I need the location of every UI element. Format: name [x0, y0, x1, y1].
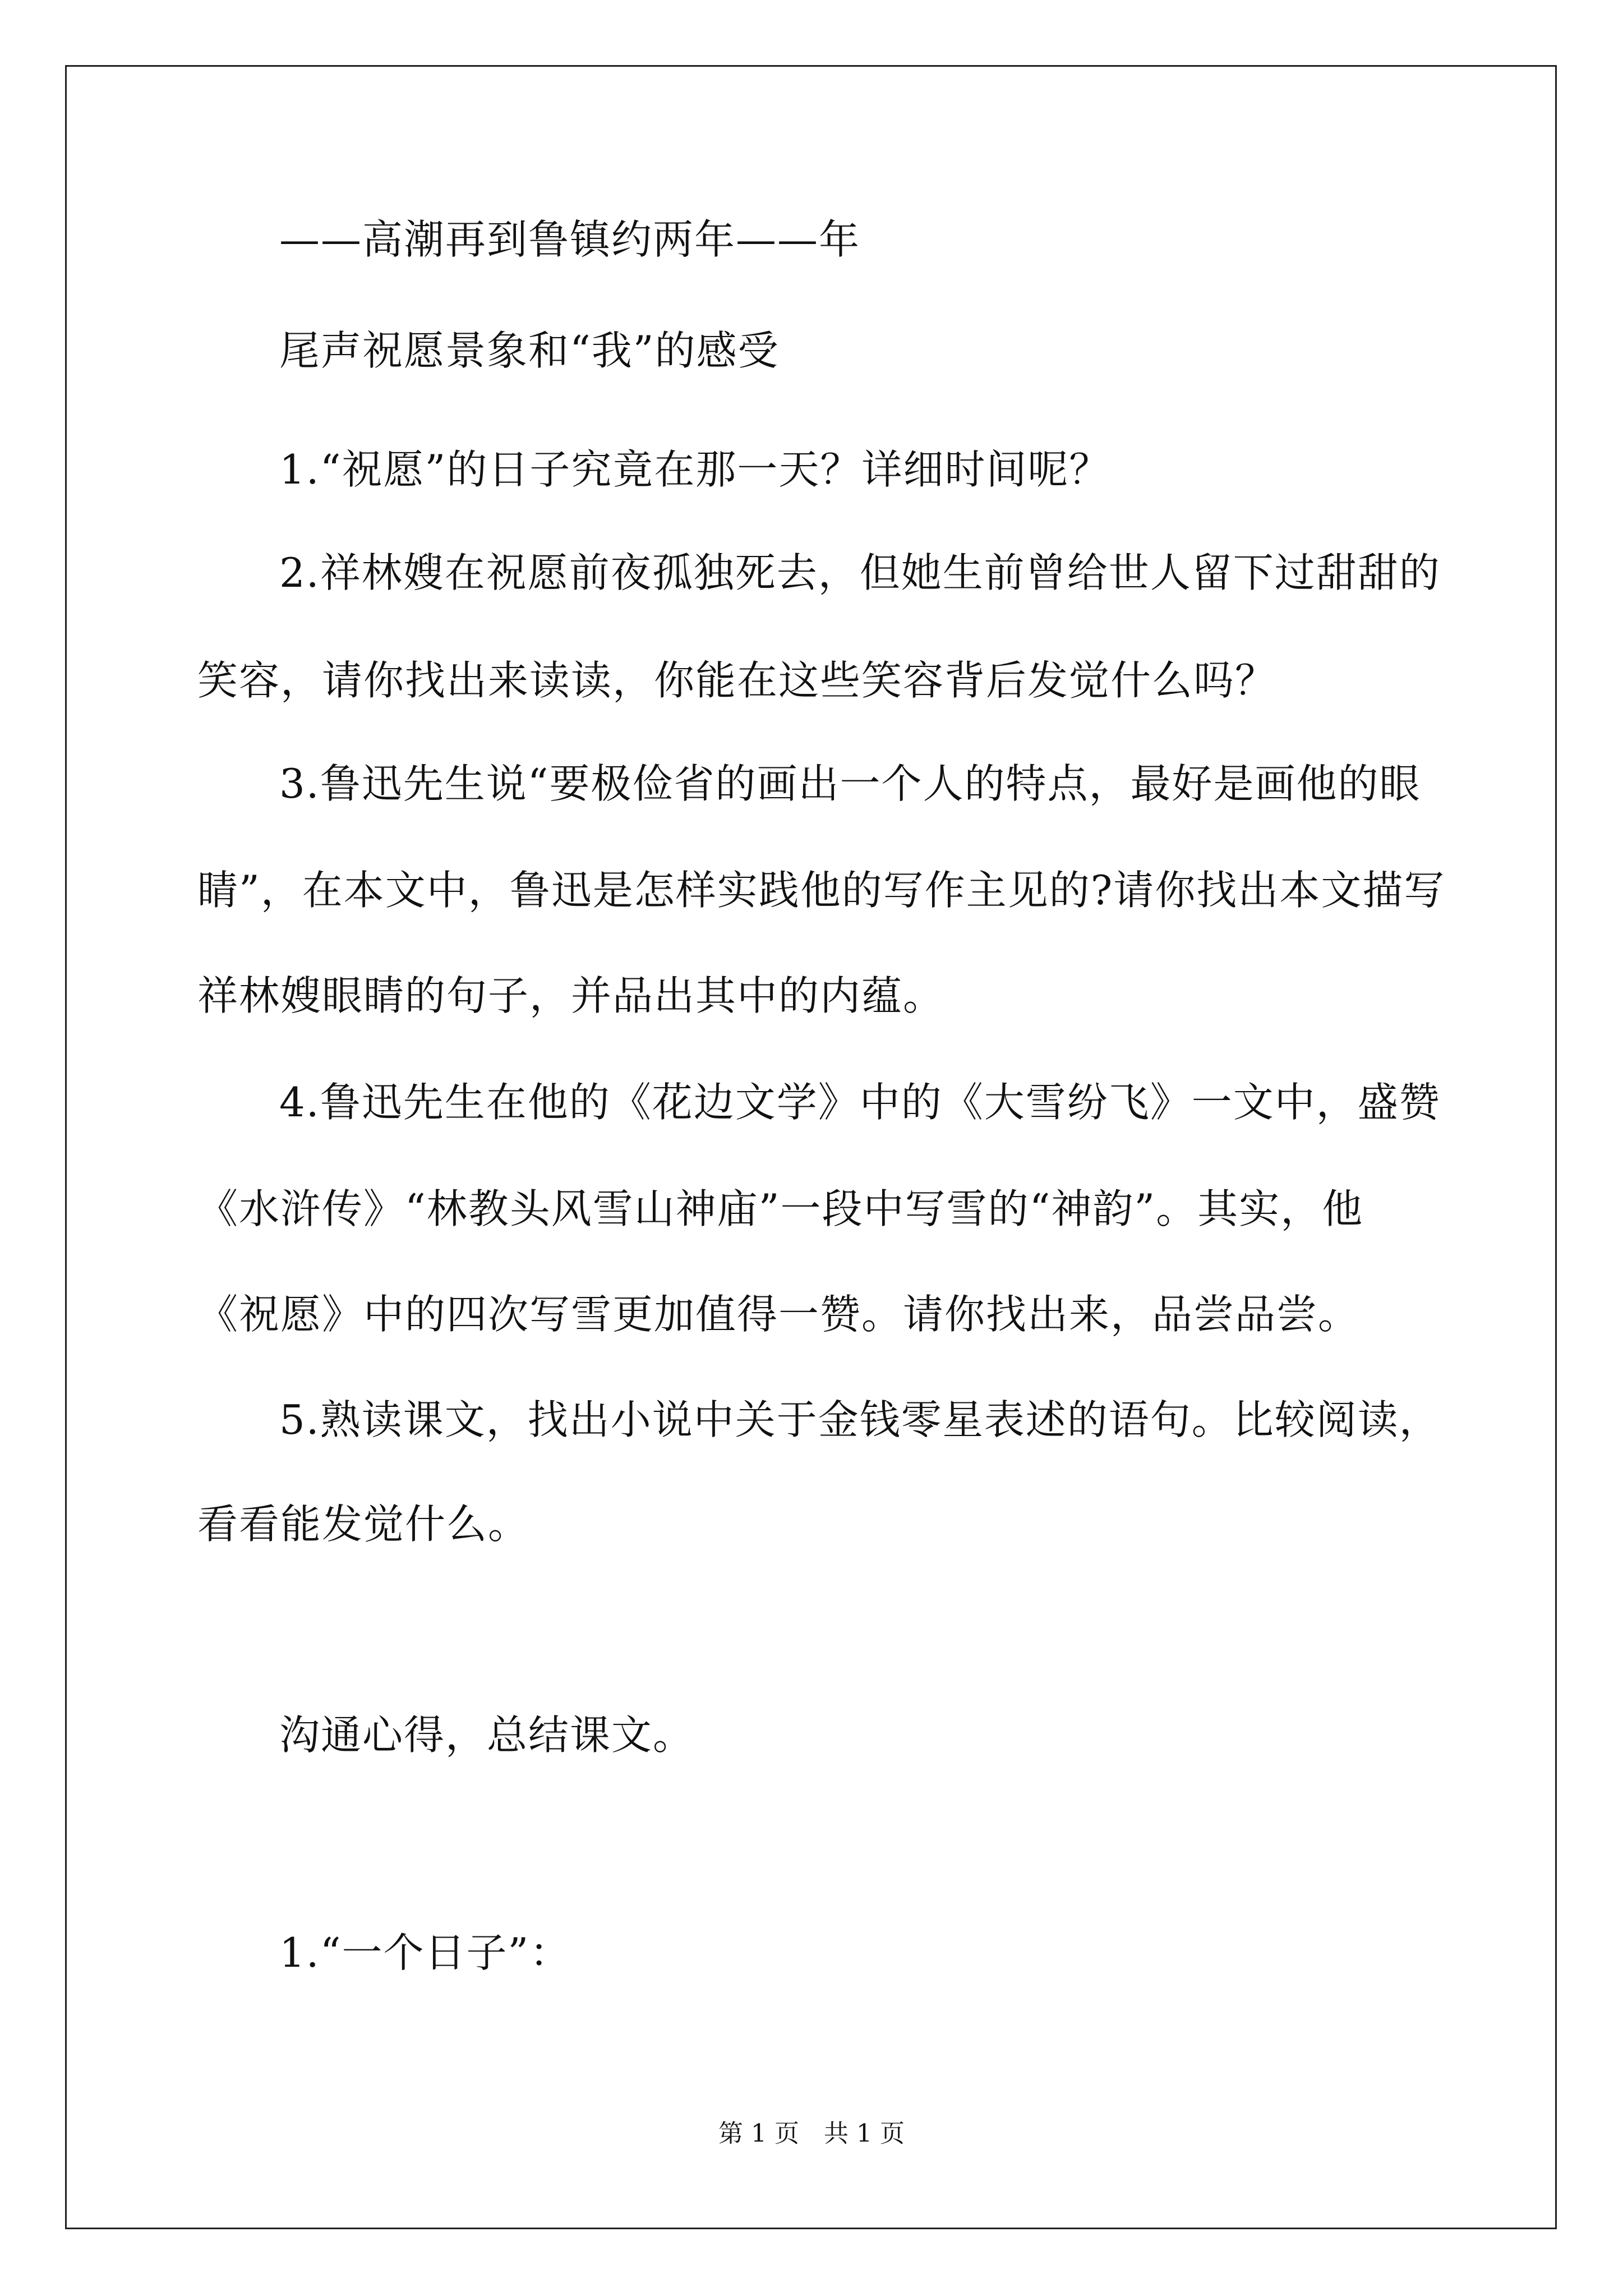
text-line-3: 1.“祝愿”的日子究竟在那一天？详细时间呢？	[279, 446, 1111, 493]
text-line-10: 《水浒传》“林教头风雪山神庙”一段中写雪的“神韵”。其实，他	[197, 1185, 1364, 1232]
text-line-11: 《祝愿》中的四次写雪更加值得一赞。请你找出来，品尝品尝。	[197, 1291, 1360, 1338]
text-line-4: 2.祥林嫂在祝愿前夜孤独死去，但她生前曾给世人留下过甜甜的	[279, 549, 1441, 596]
text-line-15: 1.“一个日子”：	[279, 1929, 571, 1976]
page-border	[65, 65, 1557, 2229]
text-line-9: 4.鲁迅先生在他的《花边文学》中的《大雪纷飞》一文中，盛赞	[279, 1079, 1441, 1126]
text-line-12: 5.熟读课文，找出小说中关于金钱零星表述的语句。比较阅读，	[279, 1396, 1441, 1443]
page-footer: 第 1 页 共 1 页	[718, 2119, 905, 2148]
text-line-8: 祥林嫂眼睛的句子，并品出其中的内蕴。	[197, 972, 945, 1019]
text-line-14: 沟通心得，总结课文。	[279, 1711, 695, 1759]
text-line-6: 3.鲁迅先生说“要极俭省的画出一个人的特点，最好是画他的眼	[279, 760, 1421, 807]
text-line-7: 睛”，在本文中，鲁迅是怎样实践他的写作主见的?请你找出本文描写	[197, 867, 1446, 914]
text-line-2: 尾声祝愿景象和“我”的感受	[279, 327, 780, 374]
text-line-5: 笑容，请你找出来读读，你能在这些笑容背后发觉什么吗？	[197, 657, 1277, 704]
text-line-1: ——高潮再到鲁镇约两年——年	[279, 216, 861, 263]
text-line-13: 看看能发觉什么。	[197, 1501, 530, 1548]
